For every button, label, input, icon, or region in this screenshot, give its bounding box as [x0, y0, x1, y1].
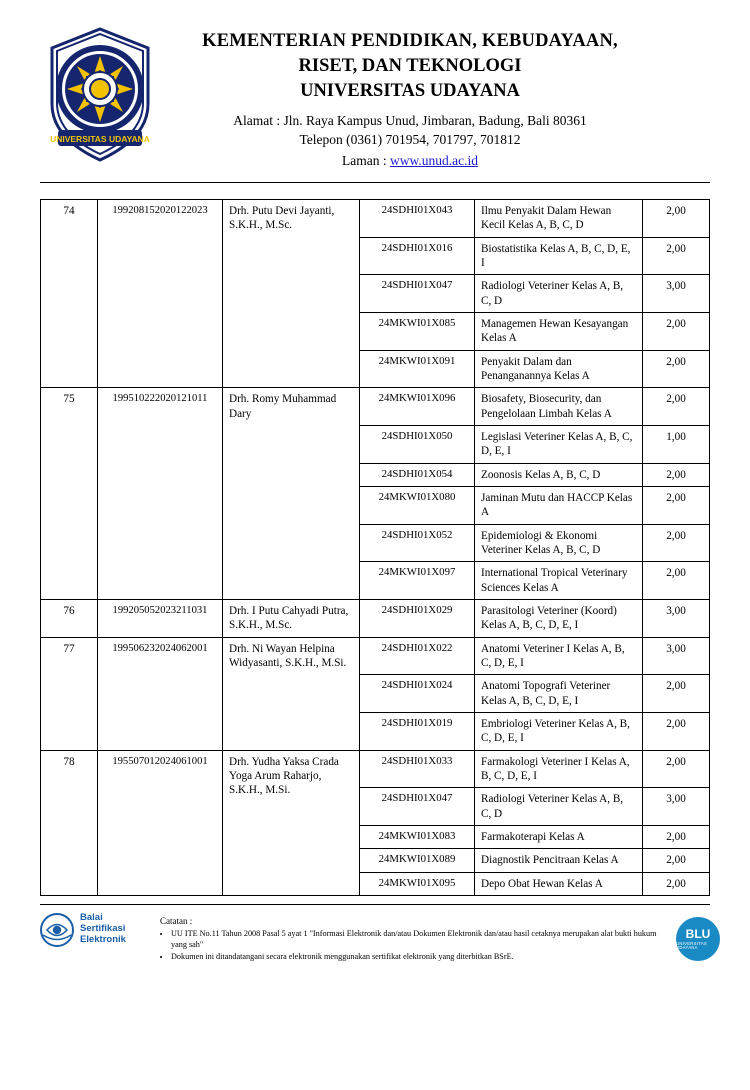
- blu-badge-icon: [676, 917, 720, 961]
- cell-course-code: 24SDHI01X052: [360, 524, 475, 562]
- cell-course-code: 24MKWI01X085: [360, 312, 475, 350]
- cell-course-name: Legislasi Veteriner Kelas A, B, C, D, E, I: [475, 425, 643, 463]
- cell-credits: 2,00: [643, 825, 710, 848]
- cell-course-code: 24SDHI01X016: [360, 237, 475, 275]
- logo-caption-text: UNIVERSITAS UDAYANA: [50, 134, 150, 144]
- cell-credits: 2,00: [643, 388, 710, 426]
- bsre-logo: [40, 913, 160, 947]
- website-line: [160, 151, 660, 172]
- cell-lecturer-name: Drh. Romy Muhammad Dary: [223, 388, 360, 600]
- phone-line: Telepon (0361) 701954, 701797, 701812: [299, 132, 521, 148]
- cell-lecturer-name: Drh. Ni Wayan Helpina Widyasanti, S.K.H., M.Si.: [223, 637, 360, 750]
- ministry-line-2: RISET, DAN TEKNOLOGI: [298, 55, 522, 76]
- cell-course-code: 24SDHI01X043: [360, 200, 475, 238]
- cell-course-code: 24SDHI01X047: [360, 275, 475, 313]
- blu-logo-container: [660, 913, 720, 961]
- note-title: Catatan :: [160, 915, 193, 926]
- cell-course-name: Penyakit Dalam dan Penanganannya Kelas A: [475, 350, 643, 388]
- cell-credits: 1,00: [643, 425, 710, 463]
- cell-nip: 195507012024061001: [98, 750, 223, 895]
- cell-credits: 2,00: [643, 524, 710, 562]
- cell-course-code: 24SDHI01X022: [360, 637, 475, 675]
- cell-credits: 2,00: [643, 486, 710, 524]
- cell-number: 74: [41, 200, 98, 388]
- cell-course-name: International Tropical Veterinary Sciences Kelas A: [475, 562, 643, 600]
- table-row: [41, 750, 710, 788]
- cell-course-name: Radiologi Veteriner Kelas A, B, C, D: [475, 275, 643, 313]
- university-name: UNIVERSITAS UDAYANA: [300, 80, 520, 101]
- cell-number: 75: [41, 388, 98, 600]
- cell-course-name: Ilmu Penyakit Dalam Hewan Kecil Kelas A, B, C, D: [475, 200, 643, 238]
- cell-credits: 2,00: [643, 872, 710, 895]
- cell-course-name: Biostatistika Kelas A, B, C, D, E, I: [475, 237, 643, 275]
- cell-credits: 2,00: [643, 562, 710, 600]
- lecturer-course-table: [40, 199, 710, 896]
- table-row: [41, 388, 710, 426]
- ministry-line-1: KEMENTERIAN PENDIDIKAN, KEBUDAYAAN,: [202, 31, 618, 51]
- cell-credits: 3,00: [643, 599, 710, 637]
- cell-course-name: Anatomi Topografi Veteriner Kelas A, B, C, D, E, I: [475, 675, 643, 713]
- blu-label: BLU: [685, 926, 711, 941]
- cell-number: 76: [41, 599, 98, 637]
- cell-course-name: Depo Obat Hewan Kelas A: [475, 872, 643, 895]
- cell-credits: 2,00: [643, 200, 710, 238]
- cell-course-code: 24SDHI01X019: [360, 712, 475, 750]
- note-item: • UU ITE No.11 Tahun 2008 Pasal 5 ayat 1 "Informasi Elektronik dan/atau Dokumen Elektronik dan/atau hasil cetaknya merupakan alat bukti hukum yang sah": [171, 928, 660, 950]
- cell-credits: 3,00: [643, 275, 710, 313]
- website-label: Laman :: [342, 153, 390, 169]
- footer-notes: [160, 913, 660, 963]
- cell-course-name: Farmakologi Veteriner I Kelas A, B, C, D, E, I: [475, 750, 643, 788]
- cell-lecturer-name: Drh. Putu Devi Jayanti, S.K.H., M.Sc.: [223, 200, 360, 388]
- lecturer-course-table-container: [0, 183, 750, 896]
- cell-credits: 2,00: [643, 237, 710, 275]
- cell-lecturer-name: Drh. Yudha Yaksa Crada Yoga Arum Raharjo, S.K.H., M.Si.: [223, 750, 360, 895]
- cell-course-code: 24MKWI01X083: [360, 825, 475, 848]
- cell-credits: 3,00: [643, 637, 710, 675]
- cell-nip: 199205052023211031: [98, 599, 223, 637]
- cell-lecturer-name: Drh. I Putu Cahyadi Putra, S.K.H., M.Sc.: [223, 599, 360, 637]
- cell-course-name: Zoonosis Kelas A, B, C, D: [475, 463, 643, 486]
- cell-credits: 2,00: [643, 463, 710, 486]
- address-line: Alamat : Jln. Raya Kampus Unud, Jimbaran, Badung, Bali 80361: [233, 112, 587, 128]
- bsre-seal-icon: [40, 913, 74, 947]
- cell-course-code: 24SDHI01X024: [360, 675, 475, 713]
- cell-course-name: Jaminan Mutu dan HACCP Kelas A: [475, 486, 643, 524]
- cell-nip: 199208152020122023: [98, 200, 223, 388]
- table-row: [41, 637, 710, 675]
- cell-course-code: 24SDHI01X054: [360, 463, 475, 486]
- logo-container: [40, 16, 160, 166]
- cell-course-code: 24MKWI01X080: [360, 486, 475, 524]
- cell-course-code: 24MKWI01X091: [360, 350, 475, 388]
- cell-nip: 199506232024062001: [98, 637, 223, 750]
- cell-credits: 3,00: [643, 788, 710, 826]
- cell-course-code: 24SDHI01X029: [360, 599, 475, 637]
- cell-course-name: Farmakoterapi Kelas A: [475, 825, 643, 848]
- blu-sub-label: UNIVERSITAS UDAYANA: [676, 940, 707, 950]
- cell-nip: 199510222020121011: [98, 388, 223, 600]
- cell-course-code: 24SDHI01X050: [360, 425, 475, 463]
- note-item: • Dokumen ini ditandatangani secara elektronik menggunakan sertifikat elektronik yang diterbitkan BSrE.: [171, 951, 660, 962]
- note-list: [160, 928, 660, 962]
- cell-course-name: Managemen Hewan Kesayangan Kelas A: [475, 312, 643, 350]
- cell-course-name: Embriologi Veteriner Kelas A, B, C, D, E, I: [475, 712, 643, 750]
- cell-credits: 2,00: [643, 750, 710, 788]
- cell-course-code: 24SDHI01X047: [360, 788, 475, 826]
- cell-course-name: Epidemiologi & Ekonomi Veteriner Kelas A, B, C, D: [475, 524, 643, 562]
- cell-credits: 2,00: [643, 675, 710, 713]
- bsre-line-1: Balai: [80, 912, 103, 924]
- cell-number: 77: [41, 637, 98, 750]
- cell-credits: 2,00: [643, 312, 710, 350]
- website-link[interactable]: www.unud.ac.id: [390, 153, 478, 169]
- bsre-line-3: Elektronik: [80, 934, 126, 946]
- cell-course-code: 24MKWI01X096: [360, 388, 475, 426]
- cell-credits: 2,00: [643, 350, 710, 388]
- cell-course-name: Anatomi Veteriner I Kelas A, B, C, D, E, I: [475, 637, 643, 675]
- header-text-block: [160, 16, 710, 172]
- cell-course-code: 24MKWI01X097: [360, 562, 475, 600]
- cell-credits: 2,00: [643, 712, 710, 750]
- cell-course-code: 24SDHI01X033: [360, 750, 475, 788]
- document-header: [0, 0, 750, 172]
- cell-course-code: 24MKWI01X089: [360, 849, 475, 872]
- document-footer: [0, 905, 750, 963]
- cell-course-name: Radiologi Veteriner Kelas A, B, C, D: [475, 788, 643, 826]
- bsre-text: [80, 913, 126, 946]
- cell-course-name: Parasitologi Veteriner (Koord) Kelas A, B, C, D, E, I: [475, 599, 643, 637]
- cell-course-code: 24MKWI01X095: [360, 872, 475, 895]
- table-row: [41, 200, 710, 238]
- bsre-line-2: Sertifikasi: [80, 923, 126, 935]
- cell-number: 78: [41, 750, 98, 895]
- universitas-udayana-logo-icon: [48, 26, 152, 166]
- cell-course-name: Biosafety, Biosecurity, dan Pengelolaan Limbah Kelas A: [475, 388, 643, 426]
- table-row: [41, 599, 710, 637]
- cell-credits: 2,00: [643, 849, 710, 872]
- cell-course-name: Diagnostik Pencitraan Kelas A: [475, 849, 643, 872]
